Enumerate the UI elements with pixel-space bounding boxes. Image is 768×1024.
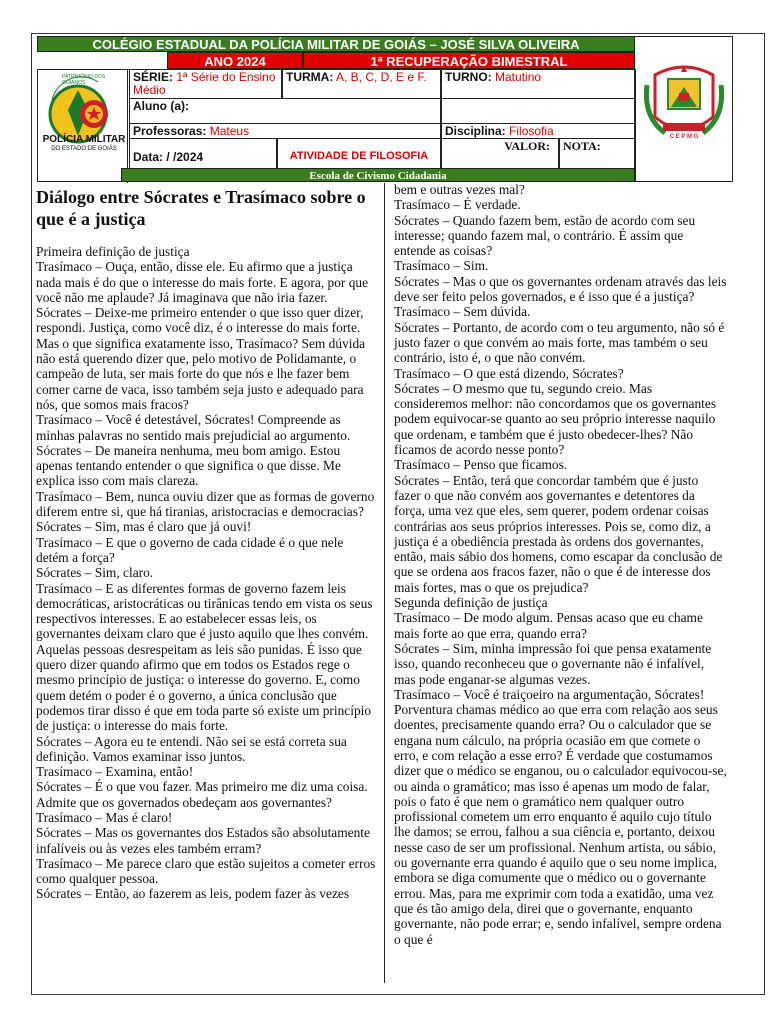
cepmg-logo-box [635,36,733,182]
dialogue-paragraph: Sócrates – É o que vou fazer. Mas primeiro me diz uma coisa. Admite que os governados obedeçam aos governantes? [36,779,368,810]
pm-logo-text: POLÍCIA MILITAR [42,134,126,145]
document-title: Diálogo entre Sócrates e Trasímaco sobre o que é a justiça [36,187,366,229]
school-name: COLÉGIO ESTADUAL DA POLÍCIA MILITAR DE GOIÁS – JOSÉ SILVA OLIVEIRA [37,36,635,52]
pm-logo-arc-text: PATRIMÔNIO DOS GOIANOS [62,74,106,86]
recovery-label: 1ª RECUPERAÇÃO BIMESTRAL [303,52,635,69]
dialogue-paragraph: Trasímaco – O que está dizendo, Sócrates? [394,365,624,381]
dialogue-paragraph: Primeira definição de justiça [36,244,190,259]
dialogue-paragraph: Sócrates – Então, ao fazerem as leis, podem fazer às vezes [36,886,350,902]
serie-cell: SÉRIE: 1ª Série do Ensino Médio [129,69,282,99]
dialogue-paragraph: Trasímaco – Examina, então! [36,764,194,780]
dialogue-paragraph: Trasímaco – Sem dúvida. [394,304,531,320]
dialogue-paragraph: Sócrates – Agora eu te entendi. Não sei se está correta sua definição. Vamos examinar isso juntos. [36,733,347,764]
dialogue-paragraph: Sócrates – Quando fazem bem, estão de acordo com seu interesse; quando fazem mal, o contrário. É assim que entende as coisas? [394,212,696,259]
cepmg-logo-text: C E P M G [669,134,699,140]
dialogue-paragraph: Sócrates – Portanto, de acordo com o teu argumento, não só é justo fazer o que convém ao mais forte, mas também o seu contrário, isto é, o que não convém. [394,319,725,366]
dialogue-paragraph: Sócrates – O mesmo que tu, segundo creio. Mas consideremos melhor: não concordamos que os governantes podem equivocar-se quanto ao seu próprio interesse naquilo que ordenam, e também que é justo obedecer-lhes? Não ficamos de acordo nesse ponto? [394,380,717,458]
pm-logo-subtext: DO ESTADO DE GOIÁS [51,146,117,152]
disciplina-value: Filosofia [509,124,554,138]
cepmg-emblem-icon [635,37,733,183]
info-grid [37,69,635,182]
nota-field[interactable]: NOTA: [559,138,636,182]
turno-cell: TURNO: Matutino [441,69,636,99]
aluno-extra-cell [441,98,636,124]
dialogue-paragraph: Sócrates – Sim, minha impressão foi que pensa exatamente isso, quando reconheceu que o governante não é infalível, mas pode enganar-se algumas vezes. [394,640,712,687]
dialogue-paragraph: Sócrates – Sim, claro. [36,565,154,581]
aluno-field[interactable]: Aluno (a): [129,98,441,124]
dialogue-paragraph: Trasímaco – Você é detestável, Sócrates! Compreende as minhas palavras no sentido mais prejudicial ao argumento. [36,412,351,443]
dialogue-paragraph: Trasímaco – Mas é claro! [36,809,173,825]
turma-cell: TURMA: A, B, C, D, E e F. [282,69,441,99]
professoras-value: Mateus [209,124,250,138]
disciplina-cell: Disciplina: Filosofia [441,123,636,139]
dialogue-paragraph: Trasímaco – Bem, nunca ouviu dizer que as formas de governo diferem entre si, que há tiranias, aristocracias e democracias? [36,488,375,520]
dialogue-paragraph: Segunda definição de justiça [394,595,548,611]
data-field[interactable]: Data: / /2024 [129,138,277,182]
dialogue-paragraph: Sócrates – Mas os governantes dos Estados são absolutamente infalíveis ou às vezes eles também erram? [36,825,370,856]
professoras-cell: Professoras: Mateus [129,123,441,139]
dialogue-paragraph: Sócrates – Sim, mas é claro que já ouvi! [36,519,252,535]
left-column [36,186,376,902]
dialogue-paragraph: Trasímaco – Você é traiçoeiro na argumentação, Sócrates! Porventura chamas médico ao que erra com relação aos seus doentes, precisamente quando erra? Ou o calculador que se engana num cálculo, na própria ocasião em que comete o erro, e com relação a esse erro? É verdade que costumamos dizer que o médico se enganou, ou o calculador equivocou-se, ou ainda o gramático; mas isso é apenas um modo de falar, pois o fato é que nem o gramático nem qualquer outro profissional cometem um erro enquanto é aquilo cujo título lhe damos; se errou, falhou a sua ciência e, portanto, deixou nesse caso de ser um profissional. Nenhum artista, ou sábio, ou governante erra quando é aquilo que o seu nome implica, embora se diga comumente que o médico ou o governante errou. Mas, para me exprimir com toda a exatidão, uma vez que és tão amigo dela, direi que o governante, enquanto governante, não pode errar; e, sendo infalível, sempre ordena o que é [394,686,727,947]
atividade-title: ATIVIDADE DE FILOSOFIA [289,150,429,162]
dialogue-paragraph: Trasímaco – De modo algum. Pensas acaso que eu chame mais forte ao que erra, quando erra? [394,610,703,641]
dialogue-paragraph: Trasímaco – É verdade. [394,197,521,213]
dialogue-paragraph: Trasímaco – E que o governo de cada cidade é o que nele detém a força? [36,534,344,565]
header-table [37,36,635,182]
pm-emblem-icon [38,70,128,183]
dialogue-paragraph: Sócrates – De maneira nenhuma, meu bom amigo. Estou apenas tentando entender o que significa o que disse. Me explica isso com mais clareza. [36,442,341,489]
pm-goias-logo [38,70,128,183]
column-divider [384,183,385,983]
dialogue-paragraph: Sócrates – Mas o que os governantes ordenam através das leis deve ser feito pelos governados, e é isso que é a justiça? [394,273,727,305]
serie-value: 1ª Série do Ensino Médio [133,70,276,97]
school-motto-bar: Escola de Civismo Cidadania [121,168,635,182]
turma-value: A, B, C, D, E e F. [336,70,427,84]
dialogue-paragraph: bem e outras vezes mal? [394,182,525,197]
dialogue-paragraph: Trasímaco – Penso que ficamos. [394,457,568,473]
turno-value: Matutino [495,70,542,84]
dialogue-paragraph: Trasímaco – Ouça, então, disse ele. Eu afirmo que a justiça nada mais é do que o interesse do mais forte. E agora, por que você não me aplaude? Já imaginava que não iria fazer. [36,259,369,305]
year-label: ANO 2024 [167,52,303,69]
right-column [394,182,728,947]
dialogue-paragraph: Trasímaco – Sim. [394,258,489,274]
dialogue-paragraph: Trasímaco – Me parece claro que estão sujeitos a cometer erros como qualquer pessoa. [36,855,376,887]
dialogue-paragraph: Trasímaco – E as diferentes formas de governo fazem leis democráticas, aristocráticas ou tirânicas tendo em vista os seus respectivos interesses. E ao estabelecer essas leis, os governantes deixam claro que é justo aquilo que lhes convém. Aquelas pessoas desrespeitam as leis são punidas. É isso que quero dizer quando afirmo que em todos os Estados rege o mesmo princípio de justiça: o interesse do governo. E, como quem detém o poder é o governo, a única conclusão que podemos tirar disso é que em toda parte só existe um princípio de justiça: o interesse do mais forte. [36,580,373,734]
valor-field[interactable]: VALOR: [441,138,559,182]
dialogue-paragraph: Sócrates – Então, terá que concordar também que é justo fazer o que não convém aos governantes e detentores da força, uma vez que eles, sem querer, podem ordenar coisas contrárias aos seus próprios interesses. Pois se, como diz, a justiça é a obediência prestada às ordens dos governantes, então, mais sábio dos homens, como escapar da conclusão de que se ordena aos fracos fazer, não o que é de interesse dos mais fortes, mas o que os prejudica? [394,472,723,595]
dialogue-paragraph: Sócrates – Deixe-me primeiro entender o que isso quer dizer, respondi. Justiça, como você diz, é o interesse do mais forte. Mas o que significa exatamente isso, Trasímaco? Sem dúvida não está querendo dizer que, pelo motivo de Polidamante, o campeão de luta, ser mais forte do que nós e lhe fazer bem comer carne de vaca, isso também seja justo e adequado para nós, que somos mais fracos? [36,305,366,412]
